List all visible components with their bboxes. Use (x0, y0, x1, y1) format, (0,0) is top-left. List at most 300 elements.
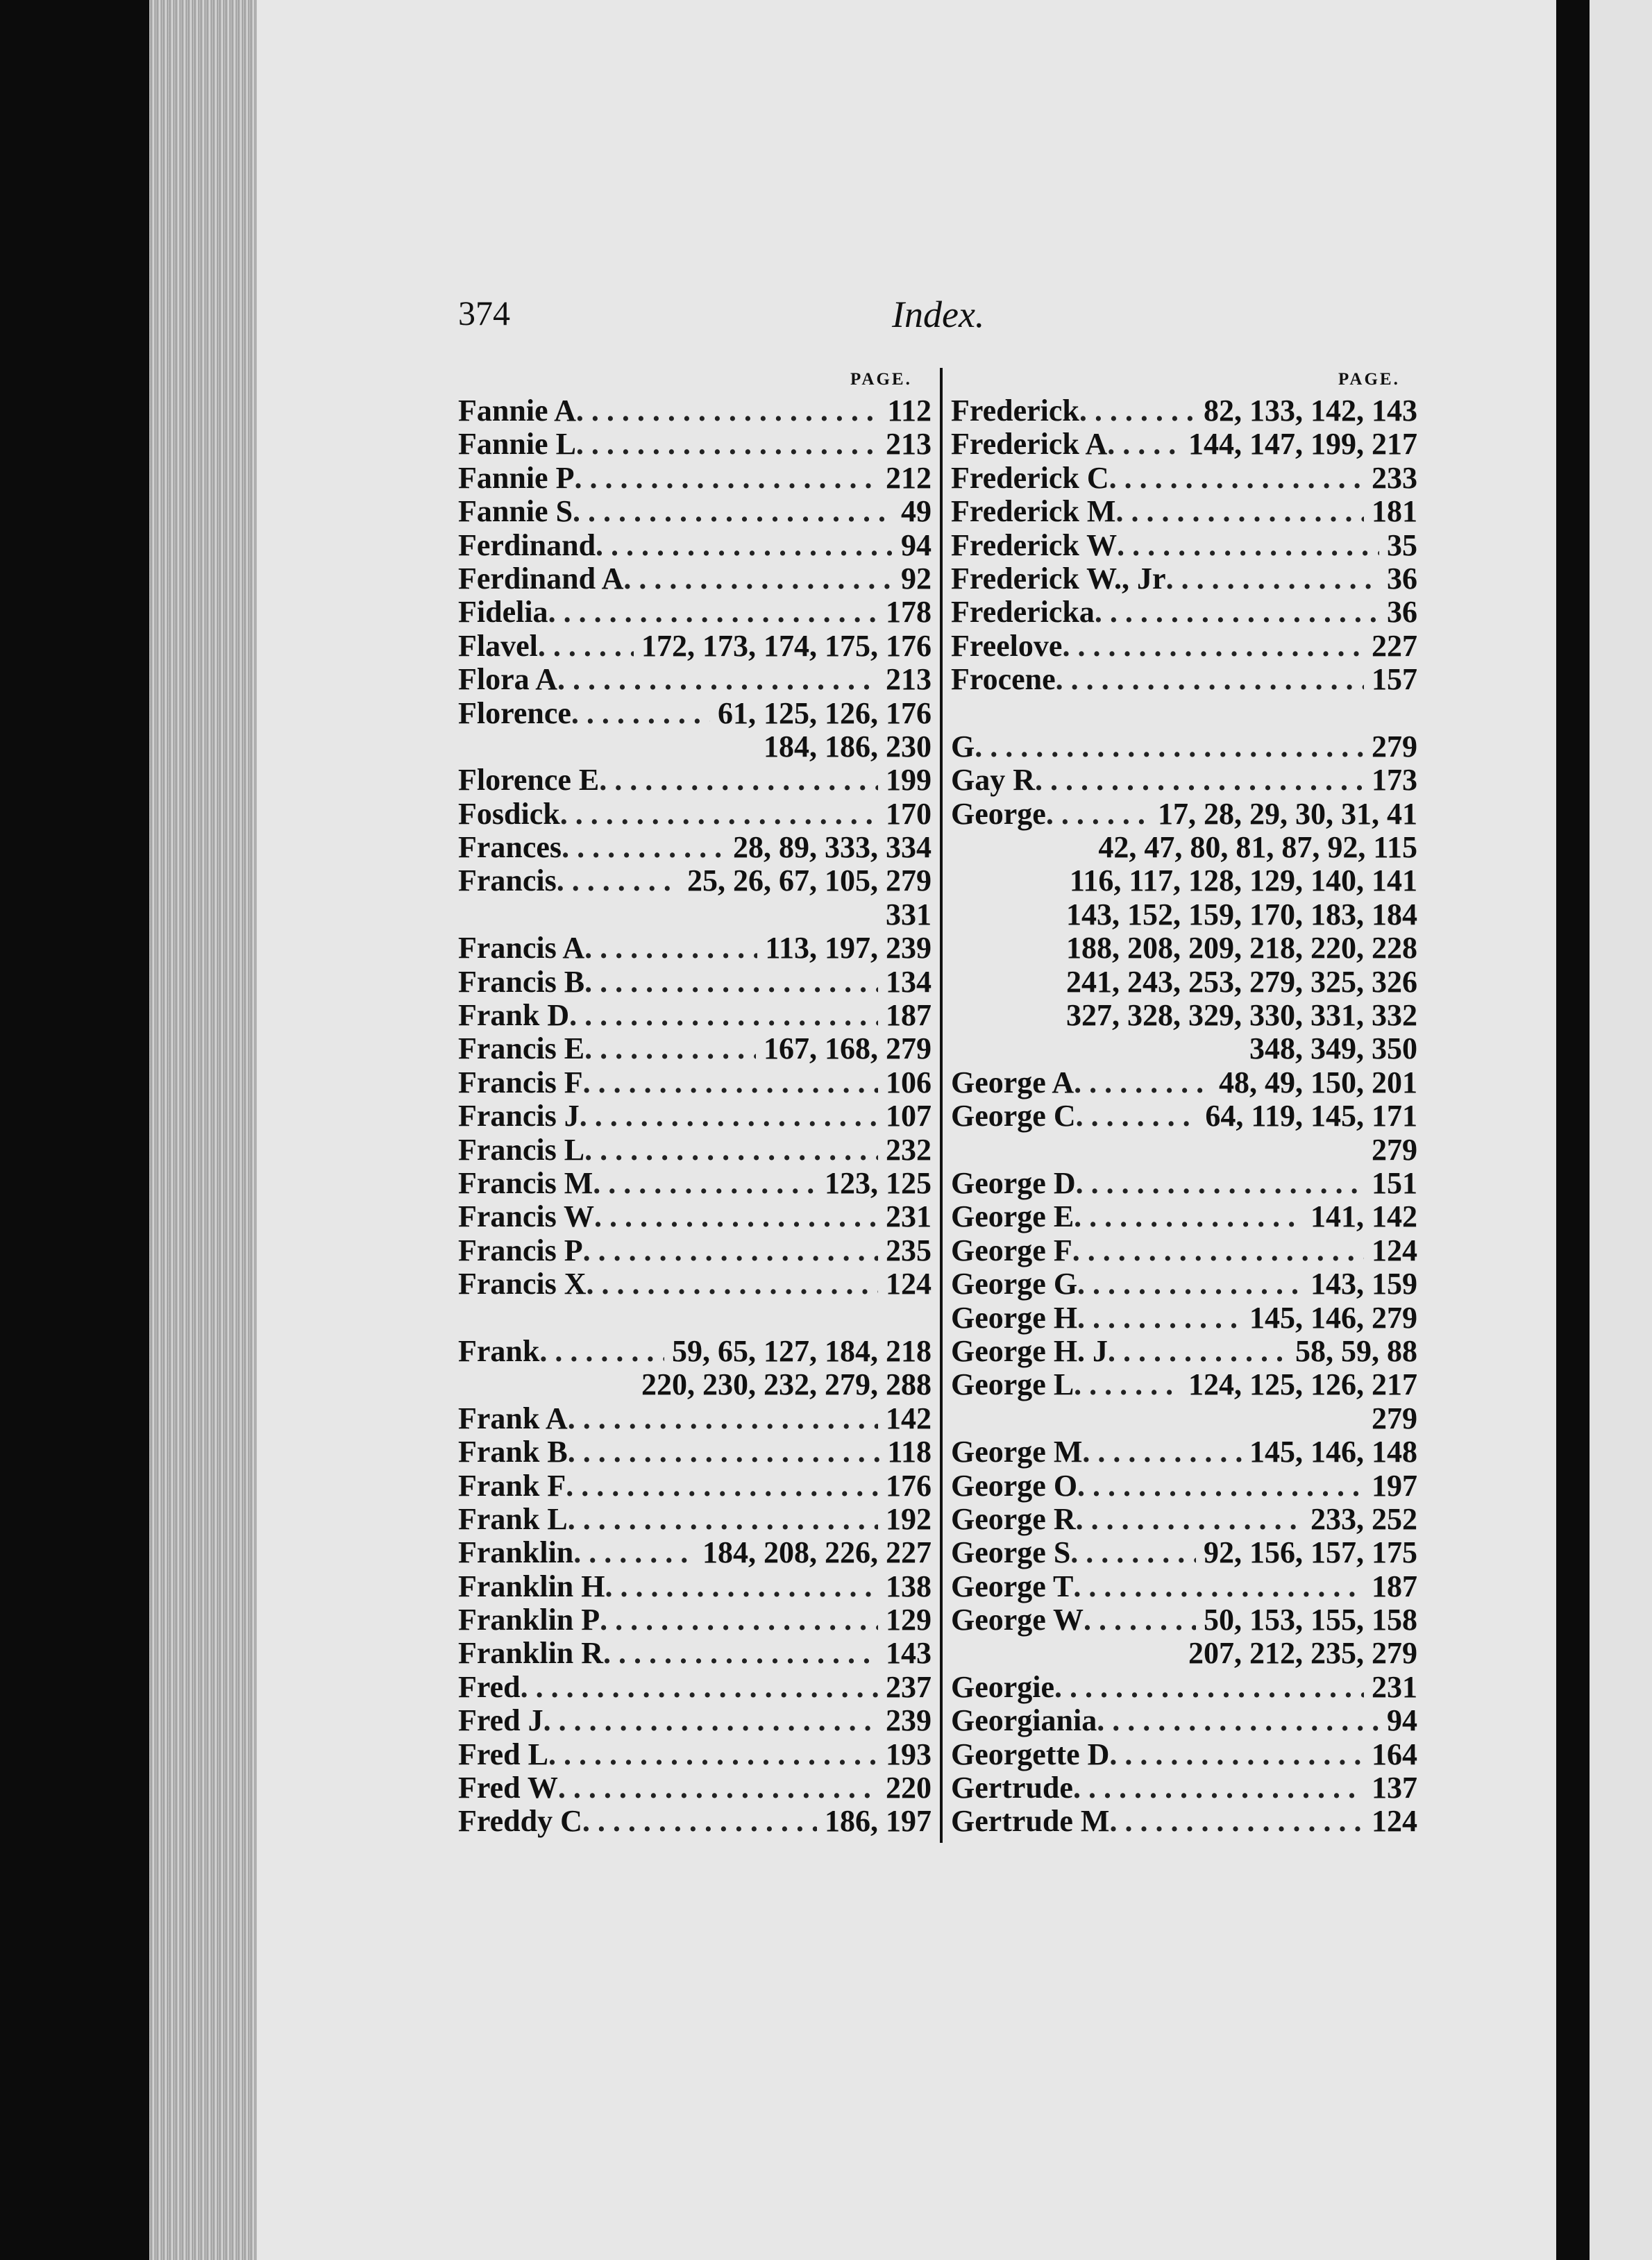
index-entry (951, 1167, 1417, 1200)
entry-name: George O (951, 1468, 1078, 1503)
index-entry (951, 495, 1417, 528)
entry-pages: 92 (893, 561, 932, 596)
leader-dots (571, 697, 710, 730)
entry-pages: 241, 243, 253, 279, 325, 326 (1059, 964, 1417, 999)
entry-name: Fannie A (458, 394, 576, 428)
entry-name: George H (951, 1300, 1078, 1335)
entry-name: G (951, 729, 975, 764)
index-entry (951, 1099, 1417, 1133)
entry-pages: 327, 328, 329, 330, 331, 332 (1059, 998, 1417, 1033)
index-entry (458, 1536, 932, 1569)
entry-name: Gertrude (951, 1771, 1073, 1805)
leader-dots (593, 1167, 817, 1200)
right-page-column-label: PAGE. (1338, 370, 1400, 389)
entry-name: Francis J (458, 1099, 580, 1133)
index-entry (951, 1032, 1417, 1065)
leader-dots (576, 394, 880, 428)
leader-dots (584, 931, 757, 965)
index-entry (951, 1503, 1417, 1536)
leader-dots (1115, 495, 1364, 528)
index-entry (951, 1671, 1417, 1704)
leader-dots (576, 428, 878, 461)
leader-dots (584, 1032, 756, 1065)
entry-pages: 137 (1364, 1771, 1417, 1805)
entry-pages: 94 (1379, 1703, 1417, 1738)
index-entry (458, 1267, 932, 1301)
entry-pages: 207, 212, 235, 279 (1181, 1636, 1417, 1671)
entry-name: Fosdick (458, 796, 560, 831)
index-entry (458, 462, 932, 495)
leader-dots (582, 1805, 817, 1838)
entry-pages: 178 (878, 595, 932, 630)
leader-dots (560, 798, 878, 831)
entry-name: Gertrude M (951, 1804, 1110, 1839)
entry-name: Florence E (458, 763, 600, 798)
entry-pages: 184, 208, 226, 227 (695, 1535, 932, 1570)
entry-pages: 279 (1364, 729, 1417, 764)
entry-name: Ferdinand (458, 528, 596, 562)
entry-pages: 279 (1364, 1401, 1417, 1435)
entry-pages: 94 (893, 528, 932, 562)
index-entry (951, 1570, 1417, 1603)
leader-dots (1074, 1066, 1211, 1099)
leader-dots (1076, 1167, 1364, 1200)
index-entry (951, 1637, 1417, 1670)
entry-name: George (951, 796, 1046, 831)
entry-pages: 172, 173, 174, 175, 176 (634, 628, 932, 663)
entry-name: George H. J (951, 1333, 1109, 1368)
entry-name: George T (951, 1569, 1074, 1603)
index-entry (458, 1435, 932, 1469)
entry-name: Florence (458, 695, 571, 730)
leader-dots (1046, 798, 1150, 831)
leader-dots (1166, 562, 1379, 596)
entry-name: George M (951, 1435, 1083, 1469)
entry-name: George R (951, 1501, 1076, 1536)
entry-pages: 61, 125, 126, 176 (710, 695, 932, 730)
leader-dots (548, 1738, 878, 1771)
entry-name: Fredericka (951, 595, 1095, 630)
entry-pages: 124 (1364, 1233, 1417, 1267)
leader-dots (573, 1536, 695, 1569)
page-number: 374 (458, 294, 510, 332)
leader-dots (1117, 529, 1379, 562)
leader-dots (543, 1704, 878, 1737)
index-entry (458, 1167, 932, 1200)
entry-pages: 167, 168, 279 (756, 1031, 932, 1066)
entry-pages: 49 (893, 494, 932, 529)
entry-name: Gay R (951, 763, 1035, 798)
index-entry (458, 898, 932, 931)
index-entry (951, 999, 1417, 1032)
index-entry (458, 394, 932, 428)
index-entry (458, 1133, 932, 1167)
entry-name: Georgette D (951, 1737, 1110, 1771)
leader-dots (566, 1469, 878, 1503)
column-divider (940, 368, 943, 1843)
leader-dots (584, 1133, 878, 1167)
index-entry (951, 1536, 1417, 1569)
entry-pages: 50, 153, 155, 158 (1196, 1603, 1417, 1637)
leader-dots (1076, 1099, 1198, 1133)
entry-pages: 181 (1364, 494, 1417, 529)
index-entry (458, 1301, 932, 1335)
entry-pages: 64, 119, 145, 171 (1197, 1099, 1417, 1133)
entry-name: Fannie P (458, 460, 575, 495)
entry-pages: 112 (879, 394, 932, 428)
entry-pages: 157 (1364, 662, 1417, 697)
leader-dots (1109, 462, 1364, 495)
index-entry (951, 1133, 1417, 1167)
index-entry (951, 1603, 1417, 1637)
index-entry (458, 730, 932, 764)
leader-dots (587, 1267, 878, 1301)
index-entry (458, 697, 932, 730)
leader-dots (583, 1066, 878, 1099)
entry-pages: 143, 159 (1303, 1267, 1417, 1301)
entry-name: Frank (458, 1333, 540, 1368)
index-entry (951, 931, 1417, 965)
index-entry (458, 1200, 932, 1233)
left-index-column (458, 394, 932, 1839)
index-entry (951, 831, 1417, 864)
entry-name: Francis E (458, 1031, 585, 1066)
entry-pages: 231 (878, 1199, 932, 1234)
entry-pages: 220 (878, 1771, 932, 1805)
entry-pages: 192 (878, 1501, 932, 1536)
leader-dots (1097, 1704, 1379, 1737)
entry-pages: 164 (1364, 1737, 1417, 1771)
entry-pages: 82, 133, 142, 143 (1196, 394, 1417, 428)
entry-pages: 143, 152, 159, 170, 183, 184 (1059, 897, 1417, 931)
leader-dots (562, 831, 725, 864)
entry-pages: 145, 146, 279 (1242, 1300, 1417, 1335)
entry-pages: 145, 146, 148 (1242, 1435, 1417, 1469)
leader-dots (599, 764, 878, 797)
entry-pages: 25, 26, 67, 105, 279 (680, 863, 932, 898)
index-entry (951, 764, 1417, 797)
leader-dots (1056, 663, 1364, 696)
index-entry (951, 1435, 1417, 1469)
index-entry (951, 1368, 1417, 1401)
leader-dots (1076, 1503, 1303, 1536)
entry-name: Frances (458, 830, 562, 865)
entry-pages: 173 (1364, 763, 1417, 798)
index-entry (458, 931, 932, 965)
index-entry (458, 1704, 932, 1737)
entry-pages: 116, 117, 128, 129, 140, 141 (1061, 863, 1417, 898)
entry-pages: 213 (878, 427, 932, 462)
index-entry (458, 1032, 932, 1065)
entry-pages: 118 (879, 1435, 932, 1469)
leader-dots (1077, 1301, 1242, 1335)
entry-pages: 331 (878, 897, 932, 931)
index-entry (951, 965, 1417, 999)
entry-name: George D (951, 1165, 1076, 1200)
leader-dots (573, 495, 893, 528)
index-entry (951, 730, 1417, 764)
entry-pages: 36 (1379, 595, 1417, 630)
entry-name: Franklin (458, 1535, 574, 1570)
entry-name: Fred (458, 1669, 521, 1704)
leader-dots (521, 1671, 878, 1704)
leader-dots (975, 730, 1364, 764)
entry-pages: 36 (1379, 561, 1417, 596)
entry-name: Frederick (951, 394, 1079, 428)
leader-dots (1109, 1805, 1364, 1838)
entry-pages: 231 (1364, 1669, 1417, 1704)
index-entry (458, 1066, 932, 1099)
index-entry (951, 596, 1417, 629)
leader-dots (1109, 1738, 1364, 1771)
entry-name: Frederick C (951, 460, 1109, 495)
entry-pages: 184, 186, 230 (756, 729, 932, 764)
entry-pages: 279 (1364, 1132, 1417, 1167)
index-entry (951, 630, 1417, 663)
entry-name: Frank F (458, 1468, 566, 1503)
leader-dots (1074, 1368, 1181, 1401)
entry-pages: 348, 349, 350 (1242, 1031, 1417, 1066)
entry-name: Franklin H (458, 1569, 605, 1603)
index-entry (458, 630, 932, 663)
left-page-column-label: PAGE. (850, 370, 912, 389)
entry-name: Freelove (951, 628, 1063, 663)
leader-dots (574, 462, 878, 495)
leader-dots (1077, 1469, 1364, 1503)
leader-dots (1107, 428, 1181, 461)
index-entry (458, 1671, 932, 1704)
entry-name: George E (951, 1199, 1074, 1234)
entry-name: George S (951, 1535, 1071, 1570)
index-entry (951, 1402, 1417, 1435)
entry-name: George F (951, 1233, 1072, 1267)
entry-name: Frederick W., Jr (951, 561, 1166, 596)
index-entry (458, 1738, 932, 1771)
entry-pages: 48, 49, 150, 201 (1211, 1065, 1417, 1099)
entry-name: Georgie (951, 1669, 1055, 1704)
leader-dots (569, 999, 878, 1032)
index-entry (458, 764, 932, 797)
entry-name: George W (951, 1603, 1084, 1637)
index-entry (951, 1469, 1417, 1503)
leader-dots (557, 864, 680, 897)
leader-dots (1054, 1671, 1364, 1704)
entry-name: Frocene (951, 662, 1056, 697)
index-entry (951, 1301, 1417, 1335)
index-entry (951, 898, 1417, 931)
index-entry (951, 1234, 1417, 1267)
entry-pages: 58, 59, 88 (1288, 1333, 1417, 1368)
entry-pages: 124 (878, 1267, 932, 1301)
index-entry (458, 1637, 932, 1670)
entry-pages: 227 (1364, 628, 1417, 663)
entry-pages: 106 (878, 1065, 932, 1099)
entry-pages: 188, 208, 209, 218, 220, 228 (1059, 931, 1417, 965)
index-entry (458, 831, 932, 864)
entry-name: Francis P (458, 1233, 583, 1267)
index-entry (951, 462, 1417, 495)
entry-name: George L (951, 1367, 1074, 1402)
index-entry (458, 1570, 932, 1603)
index-entry (458, 529, 932, 562)
leader-dots (1077, 1267, 1303, 1301)
entry-name: Francis W (458, 1199, 594, 1234)
leader-dots (1082, 1435, 1242, 1469)
entry-name: Frederick W (951, 528, 1118, 562)
leader-dots (568, 1435, 880, 1469)
entry-pages: 42, 47, 80, 81, 87, 92, 115 (1090, 830, 1417, 865)
index-entry (951, 529, 1417, 562)
index-entry (458, 1603, 932, 1637)
entry-name: Fidelia (458, 595, 548, 630)
index-entry (458, 864, 932, 897)
entry-pages: 124, 125, 126, 217 (1181, 1367, 1417, 1402)
leader-dots (1073, 1570, 1364, 1603)
entry-pages: 92, 156, 157, 175 (1196, 1535, 1417, 1570)
index-entry (458, 1234, 932, 1267)
index-entry (951, 394, 1417, 428)
index-entry (951, 697, 1417, 730)
entry-name: Fred J (458, 1703, 543, 1738)
entry-pages: 199 (878, 763, 932, 798)
entry-pages: 193 (878, 1737, 932, 1771)
entry-pages: 107 (878, 1099, 932, 1133)
entry-pages: 233 (1364, 460, 1417, 495)
entry-pages: 151 (1364, 1165, 1417, 1200)
index-entry (951, 428, 1417, 461)
entry-pages: 186, 197 (817, 1804, 932, 1839)
index-entry (458, 596, 932, 629)
entry-name: Frank B (458, 1435, 568, 1469)
entry-name: Francis (458, 863, 557, 898)
leader-dots (596, 529, 893, 562)
entry-name: Fred L (458, 1737, 548, 1771)
leader-dots (558, 1771, 878, 1805)
entry-pages: 138 (878, 1569, 932, 1603)
entry-pages: 237 (878, 1669, 932, 1704)
index-entry (458, 663, 932, 696)
index-entry (951, 1066, 1417, 1099)
index-entry (458, 495, 932, 528)
book-page-edges (149, 0, 257, 2260)
leader-dots (1084, 1603, 1196, 1637)
index-entry (458, 965, 932, 999)
index-entry (458, 999, 932, 1032)
entry-name: Flora A (458, 662, 557, 697)
entry-pages: 17, 28, 29, 30, 31, 41 (1150, 796, 1417, 831)
entry-pages: 170 (878, 796, 932, 831)
entry-name: Fannie S (458, 494, 573, 529)
leader-dots (1035, 764, 1364, 797)
index-entry (951, 1704, 1417, 1737)
leader-dots (1062, 630, 1364, 663)
index-entry (951, 798, 1417, 831)
entry-name: George A (951, 1065, 1074, 1099)
leader-dots (603, 1637, 878, 1670)
entry-name: Francis A (458, 931, 585, 965)
leader-dots (583, 1234, 878, 1267)
leader-dots (538, 630, 634, 663)
leader-dots (1095, 596, 1379, 629)
index-entry (458, 1368, 932, 1401)
entry-pages: 35 (1379, 528, 1417, 562)
entry-pages: 144, 147, 199, 217 (1181, 427, 1417, 462)
entry-pages: 187 (878, 998, 932, 1033)
entry-name: Flavel (458, 628, 538, 663)
entry-name: Franklin P (458, 1603, 600, 1637)
entry-name: Frank L (458, 1501, 568, 1536)
leader-dots (594, 1200, 878, 1233)
entry-pages: 134 (878, 964, 932, 999)
entry-name: Francis M (458, 1165, 593, 1200)
index-entry (951, 1805, 1417, 1838)
leader-dots (568, 1402, 878, 1435)
entry-pages: 28, 89, 333, 334 (725, 830, 932, 865)
index-entry (951, 663, 1417, 696)
leader-dots (1079, 394, 1196, 428)
index-entry (458, 1335, 932, 1368)
leader-dots (1070, 1536, 1196, 1569)
index-entry (458, 1469, 932, 1503)
entry-name: Francis B (458, 964, 585, 999)
entry-pages: 187 (1364, 1569, 1417, 1603)
entry-name: Frederick A (951, 427, 1108, 462)
leader-dots (580, 1099, 878, 1133)
entry-pages: 142 (878, 1401, 932, 1435)
entry-pages: 233, 252 (1303, 1501, 1417, 1536)
entry-pages: 113, 197, 239 (757, 931, 932, 965)
index-entry (458, 1805, 932, 1838)
index-entry (458, 1099, 932, 1133)
entry-pages: 129 (878, 1603, 932, 1637)
entry-name: Fred W (458, 1771, 558, 1805)
entry-name: George G (951, 1267, 1078, 1301)
index-entry (458, 1771, 932, 1805)
index-entry (951, 1771, 1417, 1805)
index-entry (458, 428, 932, 461)
entry-name: Frederick M (951, 494, 1116, 529)
entry-pages: 235 (878, 1233, 932, 1267)
leader-dots (539, 1335, 664, 1368)
index-entry (951, 1335, 1417, 1368)
leader-dots (557, 663, 878, 696)
leader-dots (1072, 1234, 1364, 1267)
index-entry (951, 1267, 1417, 1301)
entry-name: George C (951, 1099, 1076, 1133)
index-entry (458, 798, 932, 831)
entry-pages: 59, 65, 127, 184, 218 (664, 1333, 932, 1368)
entry-pages: 123, 125 (817, 1165, 932, 1200)
index-entry (951, 1738, 1417, 1771)
leader-dots (600, 1603, 878, 1637)
index-entry (951, 864, 1417, 897)
index-entry (458, 562, 932, 596)
page-title: Index. (892, 294, 985, 335)
index-entry (951, 1200, 1417, 1233)
entry-pages: 232 (878, 1132, 932, 1167)
index-entry (458, 1402, 932, 1435)
entry-pages: 213 (878, 662, 932, 697)
entry-name: Freddy C (458, 1804, 582, 1839)
facing-page-edge (1590, 0, 1652, 2260)
index-entry (458, 1503, 932, 1536)
leader-dots (548, 596, 878, 629)
leader-dots (1108, 1335, 1288, 1368)
entry-pages: 239 (878, 1703, 932, 1738)
index-entry (951, 562, 1417, 596)
entry-name: Ferdinand A (458, 561, 624, 596)
leader-dots (1074, 1200, 1303, 1233)
